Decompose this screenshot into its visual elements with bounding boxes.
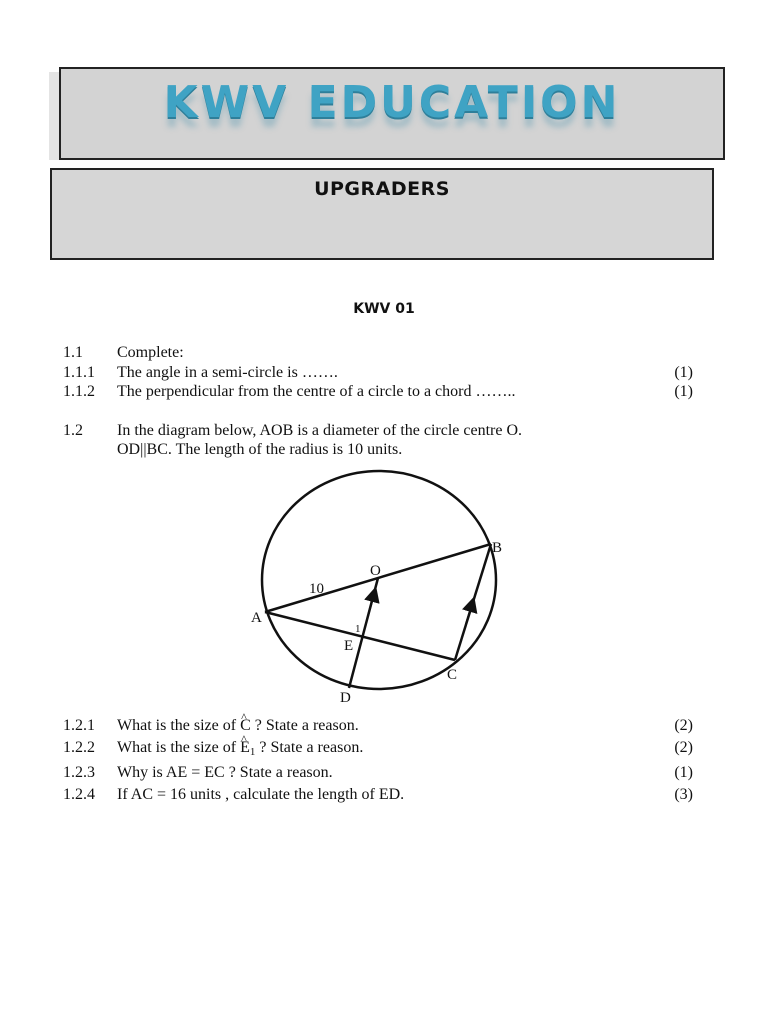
question-1-1-2 <box>63 381 703 403</box>
question-text-pre: What is the size of <box>117 717 241 734</box>
angle-symbol: ^ E <box>240 737 250 759</box>
parallel-arrow-bc <box>466 604 472 624</box>
subtitle: UPGRADERS <box>314 178 450 200</box>
question-text: The perpendicular from the centre of a circle to a chord …….. <box>117 383 516 400</box>
question-text: The angle in a semi-circle is ……. <box>117 364 338 381</box>
question-text: OD||BC. The length of the radius is 10 units. <box>117 441 403 458</box>
question-number: 1.1 <box>63 344 83 361</box>
question-text-pre: What is the size of <box>117 739 241 756</box>
label-angle-1: 1 <box>355 623 361 635</box>
marks: (1) <box>674 364 693 381</box>
question-text: Why is AE = EC ? State a reason. <box>117 764 333 781</box>
question-text <box>117 715 359 737</box>
question-1-2-line2 <box>63 439 703 461</box>
chord-bc <box>455 544 491 660</box>
marks: (1) <box>674 764 693 781</box>
label-e: E <box>344 638 354 654</box>
question-1-2-4 <box>63 784 703 806</box>
label-o: O <box>370 563 381 579</box>
question-number: 1.2.3 <box>63 764 95 781</box>
question-number: 1.1.2 <box>63 383 95 400</box>
question-1-2-2 <box>63 737 703 759</box>
question-1-1 <box>63 342 703 364</box>
question-text: If AC = 16 units , calculate the length of ED. <box>117 786 405 803</box>
header-banner <box>59 67 725 160</box>
circle-diagram <box>240 462 530 712</box>
brand-logo: KWV EDUCATION <box>163 77 621 128</box>
angle-subscript: 1 <box>249 746 256 758</box>
question-number: 1.2.4 <box>63 786 95 803</box>
question-1-2-1 <box>63 715 703 737</box>
question-text: Complete: <box>117 344 184 361</box>
marks: (1) <box>674 383 693 400</box>
subtitle-banner <box>50 168 714 260</box>
circle <box>262 471 496 689</box>
question-number: 1.2.2 <box>63 739 95 756</box>
test-code: KWV 01 <box>353 301 415 317</box>
label-d: D <box>340 690 351 706</box>
marks: (3) <box>674 786 693 803</box>
label-a: A <box>251 610 262 626</box>
label-radius: 10 <box>309 581 324 597</box>
question-text: In the diagram below, AOB is a diameter of the circle centre O. <box>117 422 523 439</box>
question-1-2-3 <box>63 762 703 784</box>
angle-symbol: ^ C <box>240 715 251 737</box>
question-text <box>117 737 363 763</box>
marks: (2) <box>674 739 693 756</box>
question-number: 1.2.1 <box>63 717 95 734</box>
marks: (2) <box>674 717 693 734</box>
question-text-post: ? State a reason. <box>250 717 359 734</box>
question-number: 1.1.1 <box>63 364 95 381</box>
header-shadow <box>49 72 59 160</box>
label-c: C <box>447 667 458 683</box>
question-number: 1.2 <box>63 422 83 439</box>
label-b: B <box>492 540 503 556</box>
parallel-arrow-od <box>368 594 374 616</box>
question-text-post: ? State a reason. <box>255 739 364 756</box>
